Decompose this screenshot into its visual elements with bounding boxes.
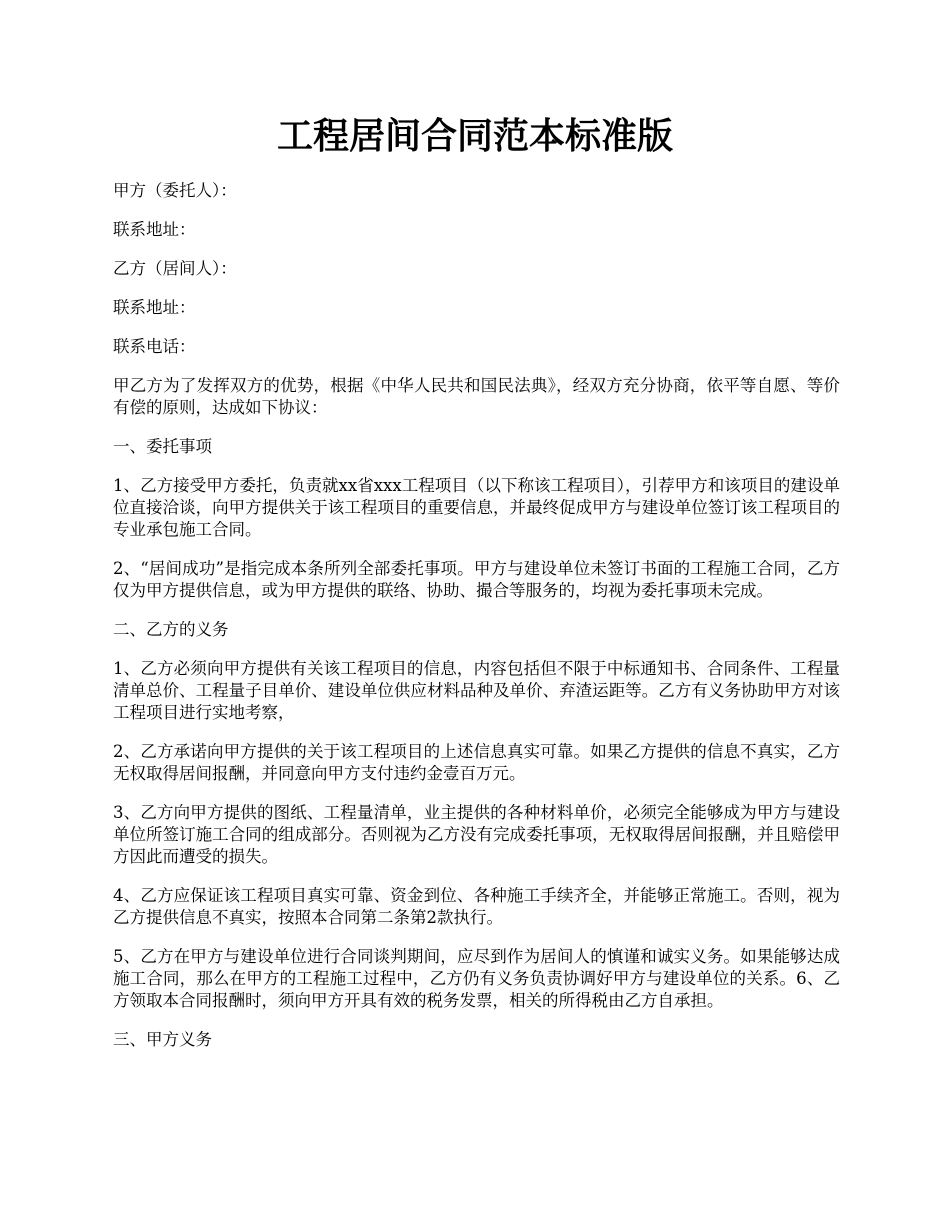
clause-2-5: 5、乙方在甲方与建设单位进行合同谈判期间，应尽到作为居间人的慎谨和诚实义务。如果能够达成施工合同，那么在甲方的工程施工过程中，乙方仍有义务负责协调好甲方与建设单位的关系。6、乙方领取本合同报酬时，须向甲方开具有效的税务发票，相关的所得税由乙方自承担。 (113, 947, 840, 1010)
party-b-phone-line: 联系电话： (113, 337, 196, 356)
document-body (113, 180, 840, 1068)
clause-2-2: 2、乙方承诺向甲方提供的关于该工程项目的上述信息真实可靠。如果乙方提供的信息不真实，乙方无权取得居间报酬，并同意向甲方支付违约金壹百万元。 (113, 742, 840, 783)
section-heading-1: 一、委托事项 (113, 437, 212, 456)
section-heading-2: 二、乙方的义务 (113, 620, 229, 639)
party-a-address-line: 联系地址： (113, 220, 196, 239)
clause-1-1: 1、乙方接受甲方委托，负责就xx省xxx工程项目（以下称该工程项目），引荐甲方和该项目的建设单位直接洽谈，向甲方提供关于该工程项目的重要信息，并最终促成甲方与建设单位签订该工程项目的专业承包施工合同。 (113, 476, 840, 539)
clause-2-4: 4、乙方应保证该工程项目真实可靠、资金到位、各种施工手续齐全，并能够正常施工。否则，视为乙方提供信息不真实，按照本合同第二条第2款执行。 (113, 886, 840, 927)
party-a-line: 甲方（委托人）： (113, 181, 237, 200)
party-b-address-line: 联系地址： (113, 298, 196, 317)
party-b-line: 乙方（居间人）： (113, 259, 237, 278)
preamble-paragraph: 甲乙方为了发挥双方的优势，根据《中华人民共和国民法典》，经双方充分协商，依平等自愿、等价有偿的原则，达成如下协议： (113, 376, 840, 417)
document-title: 工程居间合同范本标准版 (276, 115, 673, 157)
clause-1-2: 2、“居间成功”是指完成本条所列全部委托事项。甲方与建设单位未签订书面的工程施工合同，乙方仅为甲方提供信息，或为甲方提供的联络、协助、撮合等服务的，均视为委托事项未完成。 (113, 559, 840, 600)
section-heading-3: 三、甲方义务 (113, 1030, 212, 1049)
clause-2-3: 3、乙方向甲方提供的图纸、工程量清单，业主提供的各种材料单价，必须完全能够成为甲方与建设单位所签订施工合同的组成部分。否则视为乙方没有完成委托事项，无权取得居间报酬，并且赔偿甲方因此而遭受的损失。 (113, 803, 840, 866)
clause-2-1: 1、乙方必须向甲方提供有关该工程项目的信息，内容包括但不限于中标通知书、合同条件、工程量清单总价、工程量子目单价、建设单位供应材料品种及单价、弃渣运距等。乙方有义务协助甲方对该工程项目进行实地考察， (113, 659, 840, 722)
